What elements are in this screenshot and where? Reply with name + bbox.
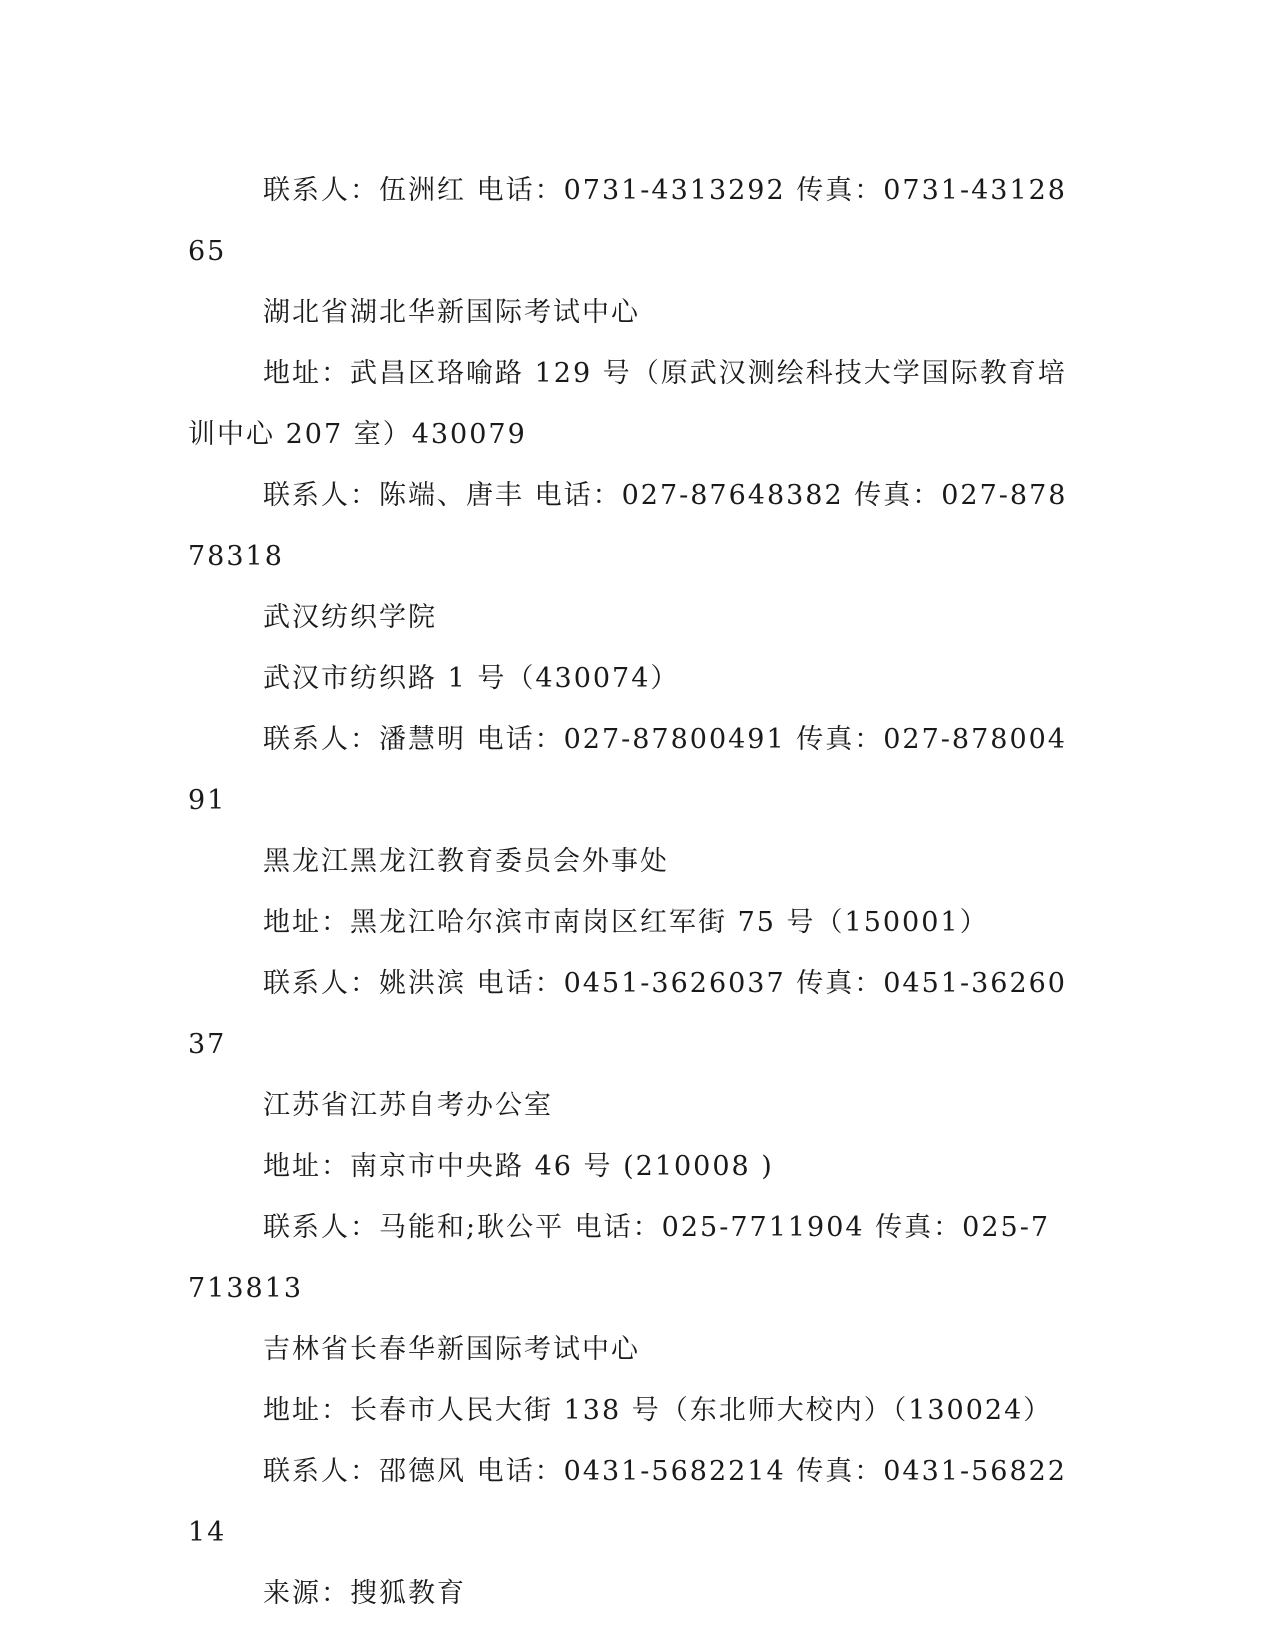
org-title-hubei-huaxin: 湖北省湖北华新国际考试中心: [263, 297, 640, 328]
contact-line-heilongjiang: 联系人：姚洪滨 电话：0451-3626037 传真：0451-3626037: [188, 968, 1067, 1060]
org-title-jiangsu: 江苏省江苏自考办公室: [263, 1090, 553, 1121]
org-title-wuhan-textile: 武汉纺织学院: [263, 602, 437, 633]
contact-line-jiangsu: 联系人：马能和;耿公平 电话：025-7711904 传真：025-7713813: [188, 1212, 1051, 1304]
contact-line-hubei-huaxin: 联系人：陈端、唐丰 电话：027-87648382 传真：027-87878318: [188, 480, 1068, 572]
address-line-jilin: 地址：长春市人民大街 138 号（东北师大校内）（130024）: [263, 1395, 1053, 1426]
org-title-jilin: 吉林省长春华新国际考试中心: [263, 1334, 640, 1365]
source-line: 来源：搜狐教育: [263, 1578, 466, 1609]
address-line-hubei-huaxin: 地址：武昌区珞喻路 129 号（原武汉测绘科技大学国际教育培训中心 207 室）430079: [188, 358, 1067, 450]
address-line-jiangsu: 地址：南京市中央路 46 号 (210008 ): [263, 1151, 774, 1182]
org-title-heilongjiang: 黑龙江黑龙江教育委员会外事处: [263, 846, 669, 877]
address-line-wuhan-textile: 武汉市纺织路 1 号（430074）: [263, 663, 680, 694]
document-body: [188, 160, 1068, 1624]
contact-line-hunan: 联系人：伍洲红 电话：0731-4313292 传真：0731-4312865: [188, 175, 1067, 267]
contact-line-jilin: 联系人：邵德风 电话：0431-5682214 传真：0431-5682214: [188, 1456, 1067, 1548]
contact-line-wuhan-textile: 联系人：潘慧明 电话：027-87800491 传真：027-87800491: [188, 724, 1067, 816]
address-line-heilongjiang: 地址：黑龙江哈尔滨市南岗区红军街 75 号（150001）: [263, 907, 989, 938]
